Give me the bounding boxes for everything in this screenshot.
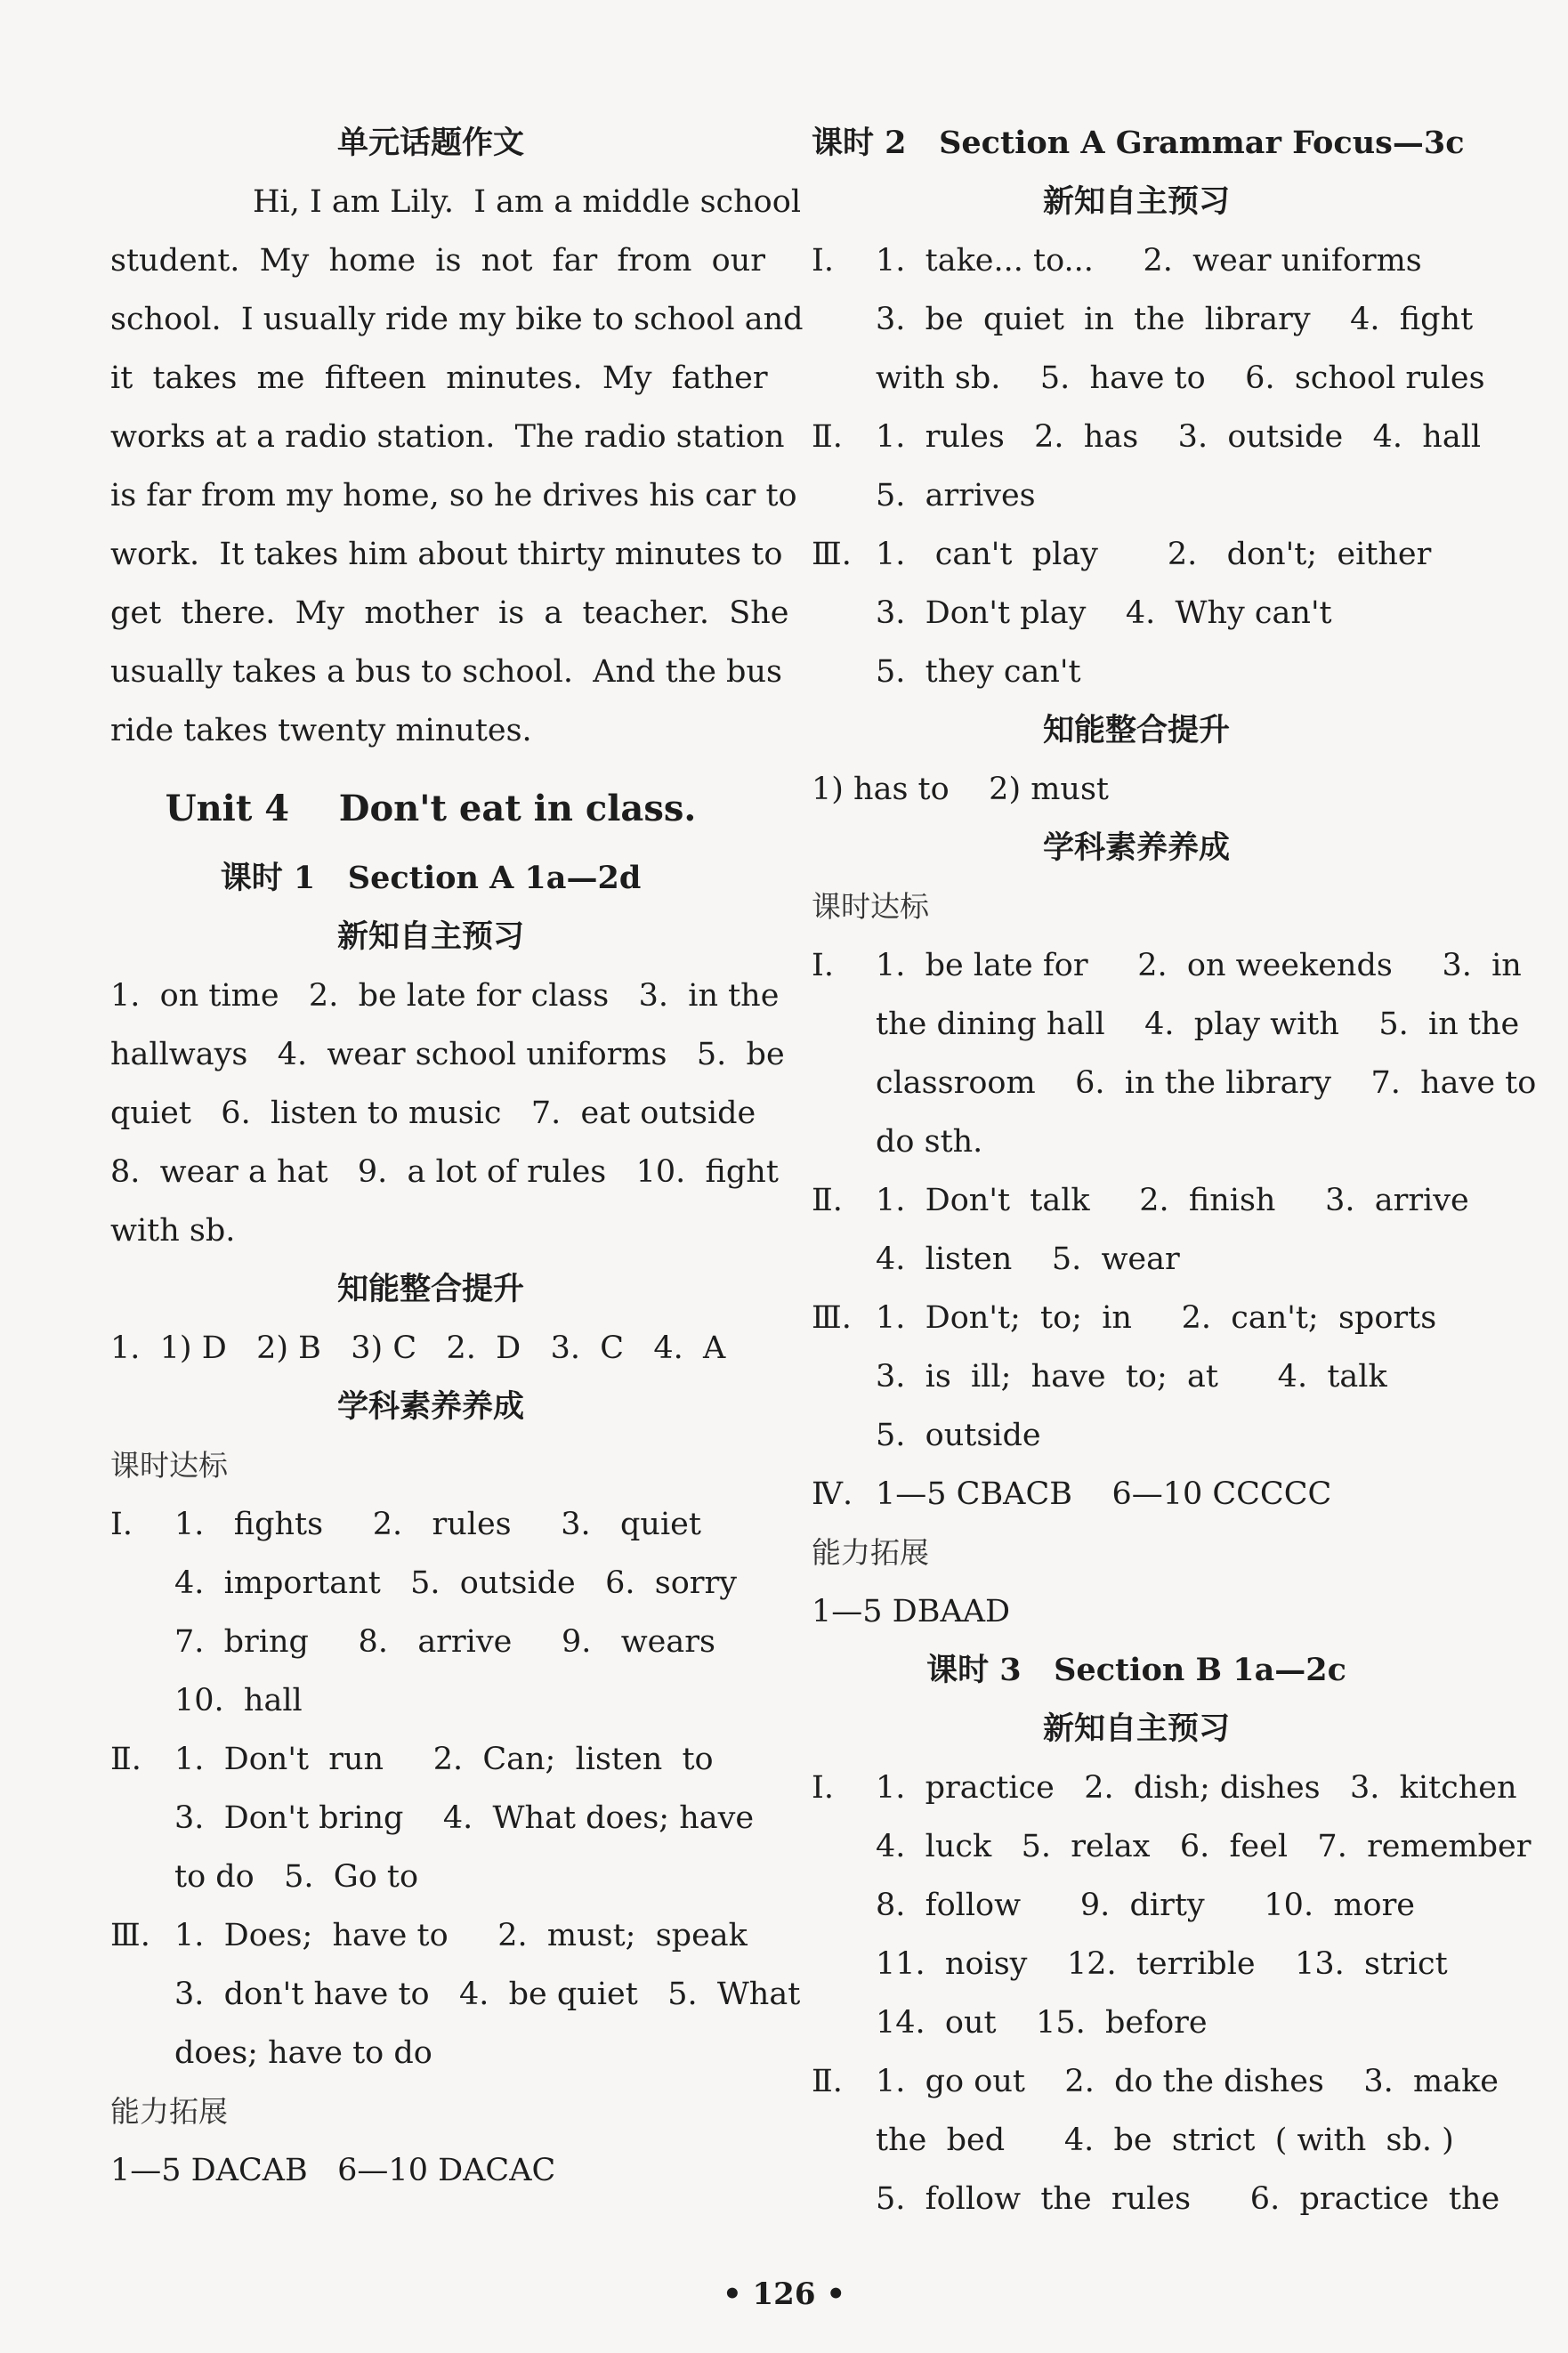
roman-numeral: Ⅱ. [812,2064,843,2099]
answer-line: hallways 4. wear school uniforms 5. be [110,1037,785,1072]
answer-row: the bed 4. be strict ( with sb. ) [876,2123,1454,2158]
answer-row: to do 5. Go to [174,1859,419,1895]
answer-row: 1. rules 2. has 3. outside 4. hall [876,419,1482,455]
exercise-item [812,408,1482,525]
answer-row: 4. luck 5. relax 6. feel 7. remember [876,1829,1532,1864]
essay-line: usually takes a bus to school. And the bus [110,654,782,690]
answer-row: 1. take... to... 2. wear uniforms [876,243,1422,279]
answer-row: 1. be late for 2. on weekends 3. in [876,948,1522,983]
unit-title: Unit 4 Don't eat in class. [165,788,697,829]
exercise-item [110,1730,755,1906]
answer-row: does; have to do [174,2035,432,2071]
exercise-item [812,525,1461,701]
answer-line: with sb. [110,1213,236,1249]
answer-row: 3. be quiet in the library 4. fight [876,302,1474,337]
exercise-item [812,1759,1532,2052]
answer-row: 1. fights 2. rules 3. quiet [174,1507,701,1542]
answer-line: quiet 6. listen to music 7. eat outside [110,1096,756,1131]
answer-row: 3. is ill; have to; at 4. talk [876,1359,1387,1395]
essay-line: work. It takes him about thirty minutes to [110,537,783,572]
exercise-item [110,1906,801,2082]
section-heading: 新知自主预习 [336,919,524,955]
roman-numeral: Ⅲ. [812,1300,852,1336]
answer-row: classroom 6. in the library 7. have to [876,1065,1537,1101]
answer-row: 1. Don't run 2. Can; listen to [174,1742,714,1777]
subsection-label: 能力拓展 [812,1535,929,1570]
exercise-item [812,231,1485,408]
section-heading: 知能整合提升 [1042,713,1230,748]
answer-row: 11. noisy 12. terrible 13. strict [876,1946,1448,1982]
roman-numeral: Ⅰ. [812,1770,834,1806]
exercise-item [812,2052,1500,2228]
answer-row: with sb. 5. have to 6. school rules [876,360,1485,396]
roman-numeral: Ⅱ. [812,1183,843,1218]
roman-numeral: Ⅳ. [812,1476,853,1512]
answer-row: 1. Don't; to; in 2. can't; sports [876,1300,1437,1336]
roman-numeral: Ⅰ. [812,243,834,279]
section-heading: 学科素养养成 [336,1389,524,1425]
section-heading: 新知自主预习 [1042,1711,1230,1747]
exercise-item [110,1495,751,1730]
answer-row: do sth. [876,1124,983,1160]
essay-line: school. I usually ride my bike to school and [110,302,804,337]
answer-line: 1—5 DACAB 6—10 DACAC [110,2153,556,2188]
roman-numeral: Ⅲ. [812,537,852,572]
lesson-title: 课时 1 Section A 1a—2d [220,860,642,896]
answer-row: 5. arrives [876,478,1036,513]
answer-line: 1. on time 2. be late for class 3. in the [110,978,780,1014]
subsection-label: 能力拓展 [110,2094,228,2129]
answer-row: 1. Does; have to 2. must; speak [174,1918,748,1953]
answer-row: 1. practice 2. dish; dishes 3. kitchen [876,1770,1517,1806]
answer-row: 1. Don't talk 2. finish 3. arrive [876,1183,1469,1218]
lesson-title: 课时 3 Section B 1a—2c [926,1652,1346,1688]
right-column [812,114,1537,2228]
answer-row: the dining hall 4. play with 5. in the [876,1007,1520,1042]
answer-row: 5. they can't [876,654,1081,690]
essay-line: works at a radio station. The radio station [110,419,785,455]
essay-line: student. My home is not far from our [110,243,765,279]
answer-row: 14. out 15. before [876,2005,1208,2041]
roman-numeral: Ⅰ. [812,948,834,983]
lesson-title: 课时 2 Section A Grammar Focus—3c [812,125,1465,161]
subsection-label: 课时达标 [812,889,929,924]
answer-row: 8. follow 9. dirty 10. more [876,1888,1416,1923]
exercise-item [812,936,1537,1171]
page-number: • 126 • [722,2276,846,2312]
subsection-label: 课时达标 [110,1448,228,1483]
section-heading: 新知自主预习 [1042,184,1230,220]
answer-row: 5. outside [876,1418,1041,1453]
answer-row: 7. bring 8. arrive 9. wears [174,1624,715,1660]
roman-numeral: Ⅱ. [812,419,843,455]
answer-row: 3. Don't play 4. Why can't [876,595,1332,631]
essay-line: get there. My mother is a teacher. She [110,595,789,631]
answer-row: 1—5 CBACB 6—10 CCCCC [876,1476,1332,1512]
essay-line: is far from my home, so he drives his car to [110,478,797,513]
essay-line: Hi, I am Lily. I am a middle school [253,184,802,220]
answer-row: 5. follow the rules 6. practice the [876,2181,1500,2217]
answer-row: 10. hall [174,1683,303,1718]
essay-title: 单元话题作文 [336,125,524,161]
preview-answers [110,966,785,1260]
essay-paragraph [110,173,804,760]
answer-row: 3. Don't bring 4. What does; have [174,1800,755,1836]
answer-row: 4. listen 5. wear [876,1241,1180,1277]
answer-line: 1—5 DBAAD [812,1594,1011,1629]
exercise-item [812,1289,1461,1465]
answer-line: 1) has to 2) must [812,772,1109,807]
section-heading: 学科素养养成 [1042,830,1230,866]
essay-line: it takes me fifteen minutes. My father [110,360,768,396]
answer-row: 1. go out 2. do the dishes 3. make [876,2064,1499,2099]
answer-row: 3. don't have to 4. be quiet 5. What [174,1977,801,2012]
section-heading: 知能整合提升 [336,1272,524,1307]
exercise-item [812,1171,1469,1289]
roman-numeral: Ⅲ. [110,1918,150,1953]
answer-row: 1. can't play 2. don't; either [876,537,1432,572]
roman-numeral: Ⅰ. [110,1507,133,1542]
answer-row: 4. important 5. outside 6. sorry [174,1565,738,1601]
answer-line: 8. wear a hat 9. a lot of rules 10. fight [110,1154,779,1190]
exercise-item [812,1465,1461,1524]
essay-line: ride takes twenty minutes. [110,713,532,748]
roman-numeral: Ⅱ. [110,1742,141,1777]
answer-line: 1. 1) D 2) B 3) C 2. D 3. C 4. A [110,1330,726,1366]
left-column [110,114,804,2200]
